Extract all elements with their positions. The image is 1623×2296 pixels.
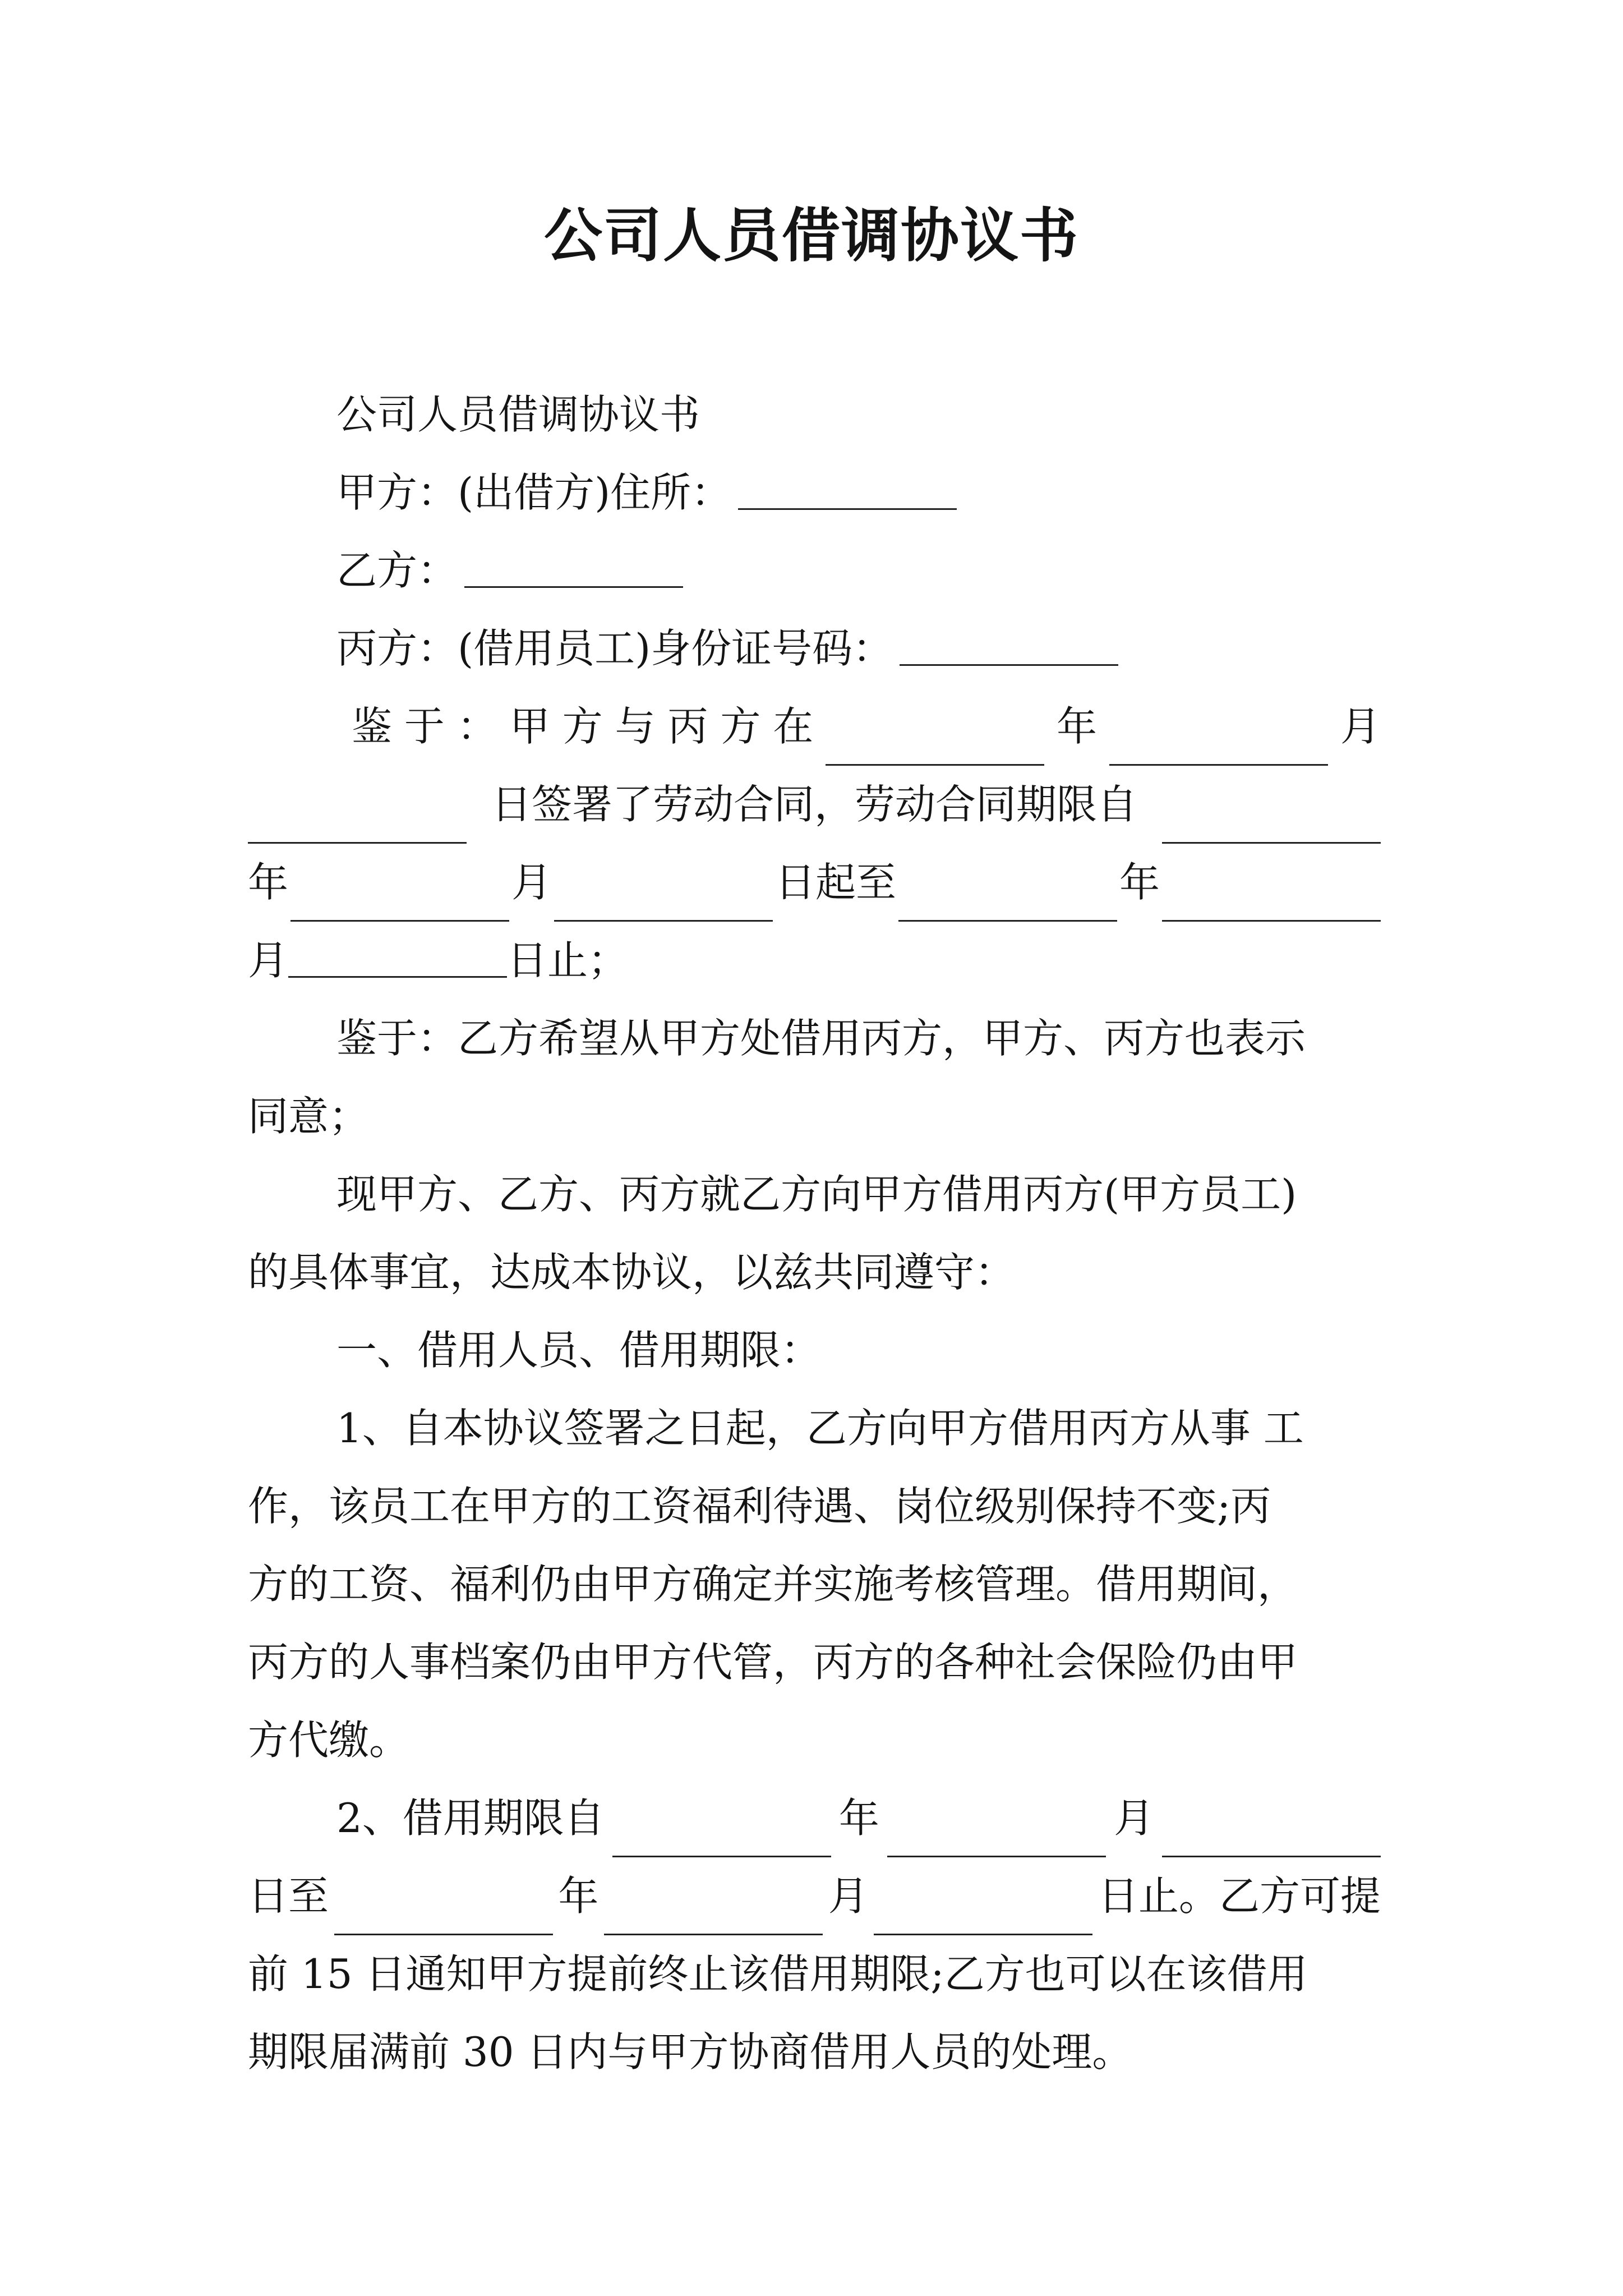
party-b-line xyxy=(248,532,1381,610)
contract-sign-year-blank[interactable] xyxy=(826,723,1044,766)
item2-line1 xyxy=(248,1779,1381,1857)
contract-start-year-blank[interactable] xyxy=(1162,800,1381,844)
contract-start-month-blank[interactable] xyxy=(291,878,509,922)
paragraph-subtitle: 公司人员借调协议书 xyxy=(336,391,700,438)
item1-line1: 1、自本协议签署之日起，乙方向甲方借用丙方从事 工 xyxy=(336,1405,1304,1452)
party-a-label: 甲方：(出借方)住所： xyxy=(336,469,732,516)
text-month: 月 xyxy=(511,859,552,906)
text-year: 年 xyxy=(1119,859,1160,906)
item2-line4: 期限届满前 30 日内与甲方协商借用人员的处理。 xyxy=(248,2028,1133,2076)
party-c-id-blank[interactable] xyxy=(900,623,1118,666)
text-year: 年 xyxy=(248,859,289,906)
contract-sign-day-blank[interactable] xyxy=(248,800,467,844)
party-b-blank[interactable] xyxy=(464,545,683,588)
text-char: ： xyxy=(457,703,497,750)
now-line1: 现甲方、乙方、丙方就乙方向甲方借用丙方(甲方员工) xyxy=(336,1171,1297,1218)
text-char: 丙 xyxy=(667,703,708,750)
whereas1-line2 xyxy=(248,766,1381,844)
whereas2-line2: 同意； xyxy=(248,1093,370,1140)
loan-start-day-blank[interactable] xyxy=(1162,1814,1381,1857)
loan-end-day-blank[interactable] xyxy=(874,1892,1092,1935)
contract-end-month-blank[interactable] xyxy=(1162,878,1381,922)
item1-line4: 丙方的人事档案仍由甲方代管，丙方的各种社会保险仍由甲 xyxy=(248,1639,1298,1686)
party-a-address-blank[interactable] xyxy=(738,467,957,510)
item2-line2 xyxy=(248,1857,1381,1935)
text-year: 年 xyxy=(558,1872,599,1920)
document-body xyxy=(248,376,1381,2091)
item1-line3: 方的工资、福利仍由甲方确定并实施考核管理。借用期间， xyxy=(248,1561,1298,1608)
text-month: 月 xyxy=(1113,1795,1154,1842)
contract-end-year-blank[interactable] xyxy=(898,878,1117,922)
text-char: 方 xyxy=(562,703,603,750)
text-until: 日止； xyxy=(507,937,629,984)
item2-text: 日止。乙方可提 xyxy=(1098,1872,1381,1920)
text-char: 甲 xyxy=(509,703,550,750)
party-c-line xyxy=(248,610,1381,688)
whereas1-text: 日签署了劳动合同，劳动合同期限自 xyxy=(491,781,1137,828)
document-title: 公司人员借调协议书 xyxy=(543,201,1079,270)
text-char: 在 xyxy=(773,703,814,750)
contract-end-day-blank[interactable] xyxy=(288,935,507,978)
now-line2: 的具体事宜，达成本协议，以兹共同遵守： xyxy=(248,1249,1016,1296)
loan-start-year-blank[interactable] xyxy=(612,1814,831,1857)
item2-text: 2、借用期限自 xyxy=(336,1795,605,1842)
text-char: 月 xyxy=(1340,703,1381,750)
whereas1-line3 xyxy=(248,844,1381,922)
item1-line5: 方代缴。 xyxy=(248,1717,410,1764)
item2-line3: 前 15 日通知甲方提前终止该借用期限;乙方也可以在该借用 xyxy=(248,1950,1308,1998)
party-b-label: 乙方： xyxy=(336,547,458,594)
party-a-line xyxy=(248,454,1381,532)
text-year: 年 xyxy=(838,1795,879,1842)
section1-heading: 一、借用人员、借用期限： xyxy=(336,1327,822,1374)
contract-sign-month-blank[interactable] xyxy=(1109,723,1328,766)
whereas2-line1: 鉴于：乙方希望从甲方处借用丙方，甲方、丙方也表示 xyxy=(336,1015,1306,1062)
text-from: 日起至 xyxy=(774,859,896,906)
text-char: 方 xyxy=(720,703,761,750)
loan-start-month-blank[interactable] xyxy=(887,1814,1106,1857)
text-char: 年 xyxy=(1057,703,1098,750)
loan-end-year-blank[interactable] xyxy=(334,1892,553,1935)
item1-line2: 作，该员工在甲方的工资福利待遇、岗位级别保持不变;丙 xyxy=(248,1483,1271,1530)
contract-start-day-blank[interactable] xyxy=(554,878,773,922)
loan-end-month-blank[interactable] xyxy=(604,1892,823,1935)
text-char: 鉴 xyxy=(352,703,393,750)
whereas1-line1 xyxy=(248,688,1381,766)
whereas1-line4 xyxy=(248,922,1381,1000)
party-c-label: 丙方：(借用员工)身份证号码： xyxy=(336,625,893,672)
text-month: 月 xyxy=(828,1872,869,1920)
text-day-to: 日至 xyxy=(248,1872,329,1920)
text-char: 于 xyxy=(404,703,445,750)
text-month: 月 xyxy=(248,937,289,984)
text-char: 与 xyxy=(615,703,656,750)
